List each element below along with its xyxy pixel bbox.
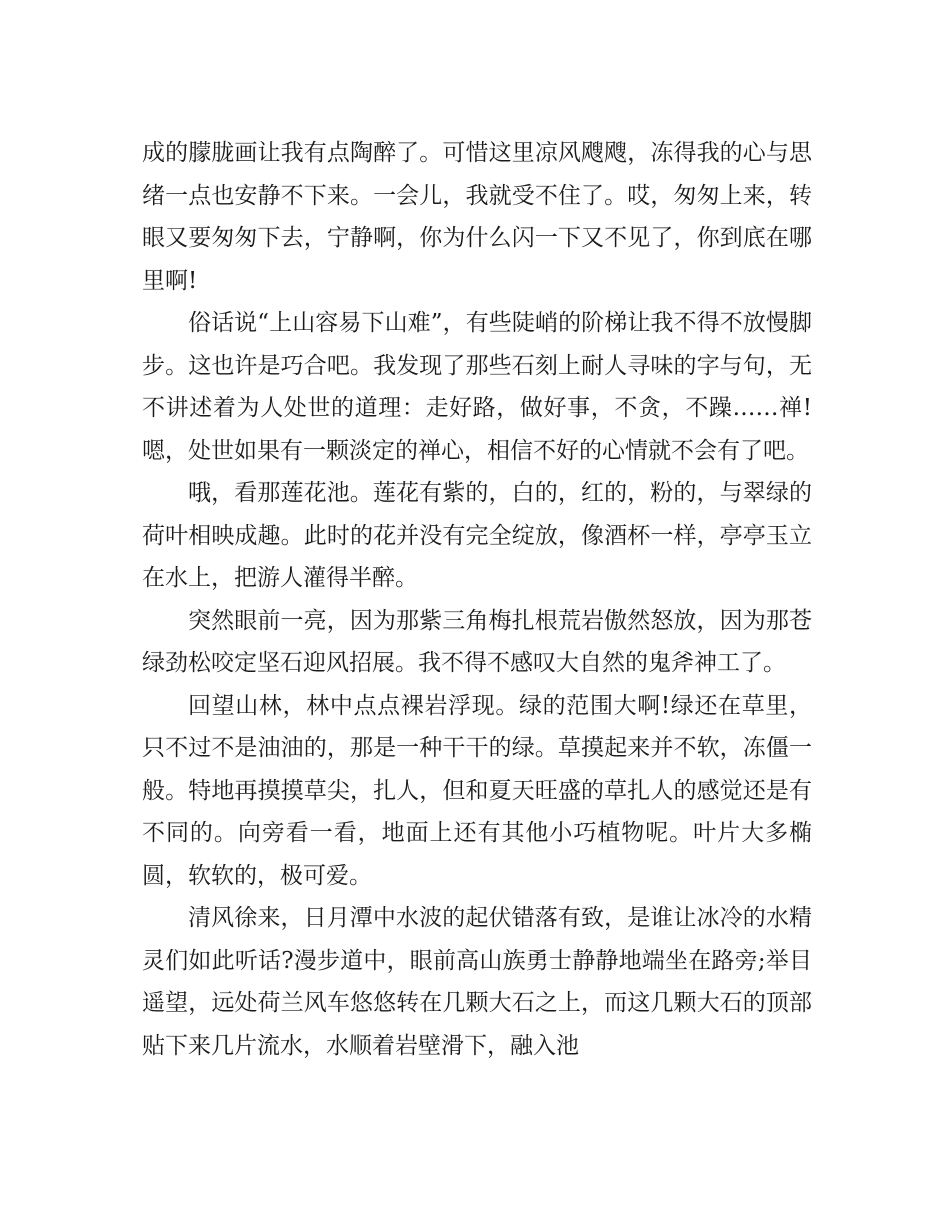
paragraph-sun-moon-lake: 清风徐来，日月潭中水波的起伏错落有致，是谁让冰冷的水精灵们如此听话?漫步道中，眼前高山族勇士静静地端坐在路旁;举目遥望，远处荷兰风车悠悠转在几颗大石之上，而这几颗大石的顶部贴下来几片流水，水顺着岩壁滑下，融入池 <box>142 905 812 1059</box>
paragraph-continuation: 成的朦胧画让我有点陶醉了。可惜这里凉风飕飕，冻得我的心与思绪一点也安静不下来。一会儿，我就受不住了。哎，匆匆上来，转眼又要匆匆下去，宁静啊，你为什么闪一下又不见了，你到底在哪里啊! <box>142 140 812 294</box>
paragraph-lotus-pond: 哦，看那莲花池。莲花有紫的，白的，红的，粉的，与翠绿的荷叶相映成趣。此时的花并没有完全绽放，像酒杯一样，亭亭玉立在水上，把游人灌得半醉。 <box>142 480 812 591</box>
paragraph-mountain-forest: 回望山林，林中点点裸岩浮现。绿的范围大啊!绿还在草里，只不过不是油油的，那是一种干干的绿。草摸起来并不软，冻僵一般。特地再摸摸草尖，扎人，但和夏天旺盛的草扎人的感觉还是有不同的。向旁看一看，地面上还有其他小巧植物呢。叶片大多椭圆，软软的，极可爱。 <box>142 692 812 889</box>
paragraph-descending-mountain: 俗话说“上山容易下山难”，有些陡峭的阶梯让我不得不放慢脚步。这也许是巧合吧。我发现了那些石刻上耐人寻味的字与句，无不讲述着为人处世的道理：走好路，做好事，不贪，不躁……禅!嗯，处世如果有一颗淡定的禅心，相信不好的心情就不会有了吧。 <box>142 310 812 464</box>
document-body <box>142 132 812 1067</box>
paragraph-bougainvillea-pine: 突然眼前一亮，因为那紫三角梅扎根荒岩傲然怒放，因为那苍绿劲松咬定坚石迎风招展。我不得不感叹大自然的鬼斧神工了。 <box>142 607 812 676</box>
